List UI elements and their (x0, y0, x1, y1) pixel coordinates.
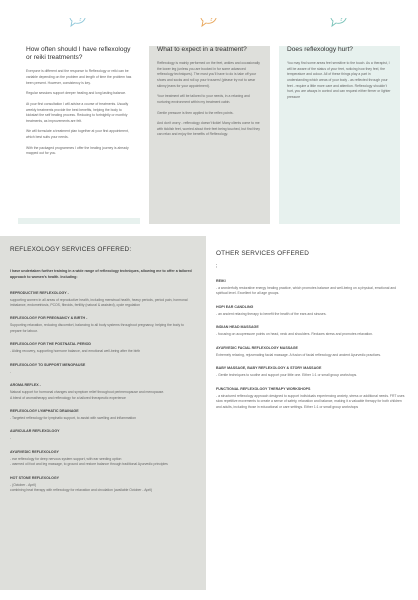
service-item (10, 476, 196, 488)
service-heading: REPRODUCTIVE REFLEXOLOGY - (10, 290, 69, 295)
card-icon-wrap (26, 14, 132, 46)
service-description: - Gentle techniques to soothe and support your little one. Either 1:1 or small group workshops. (216, 373, 358, 378)
section-title: OTHER SERVICES OFFERED (216, 250, 310, 257)
service-item (10, 342, 196, 354)
service-item (216, 305, 408, 317)
card-paragraph: Everyone is different and the response to Reflexology or reiki can be variable depending on the problem and length of time the problem has been present. However, consistency is key. (26, 69, 132, 85)
service-description: - a structured reflexology approach designed to support individuals experiencing anxiety, stress or additional needs. FRT uses slow repetitive movements to create a sense of safety, relaxation and balance, making it a valuable therapy for both children and adults, including those in educational or care settings. Either 1:1 or small group workshops (216, 393, 405, 409)
service-item (10, 383, 196, 395)
service-description: - an ancient relaxing therapy to benefit the health of the ears and sinuses. (216, 311, 327, 316)
svg-text:?: ? (338, 14, 343, 23)
service-item (10, 450, 196, 462)
service-item (216, 279, 408, 297)
service-heading: HOT STONE REFLEXOLOGY (10, 475, 60, 480)
service-description: - a wonderfully restorative energy healing practice, which promotes balance and well-being on a physical, emotional and spiritual level. Excellent for all age groups. (216, 286, 396, 296)
service-heading: AURICULAR REFLEXOLOGY (10, 429, 60, 434)
service-description: - (10, 369, 12, 374)
card-title: How often should I have reflexology or reiki treatments? (26, 46, 131, 62)
service-item (10, 363, 196, 375)
service-heading: REFLEXOLOGY LYMPHATIC DRAINAGE (10, 409, 79, 413)
service-description: combining heat therapy with reflexology for relaxation and circulation (available October - April) (10, 488, 153, 493)
service-heading: REIKI (216, 279, 226, 283)
service-description: - Targeted reflexology for lymphatic support, to assist with swelling and inflammation (10, 416, 137, 420)
service-description: Natural support for hormonal changes and symptom relief throughout perimenopause and menopause. (10, 390, 165, 395)
card-paragraph: Regular sessions support deeper healing and long lasting balance. (26, 91, 127, 96)
card-paragraph: With the packaged programmes I offer the healing journey is already mapped out for you. (26, 145, 129, 156)
card-paragraph: And don't worry - reflexology doesn't tickle! Many clients come to me with ticklish feet, worried about their feet being touched, but find they can relax and enjoy the benefits of Reflexology. (157, 121, 260, 137)
service-description: - (10, 436, 12, 441)
card-icon-wrap (149, 14, 270, 46)
service-description: Supporting relaxation, reducing discomfort, balancing to all body systems throughout pregnancy, helping the body to prepare for labour. (10, 323, 184, 333)
card-paragraph: Gentle pressure is then applied to the reflex points. (157, 110, 234, 115)
service-heading: REFLEXOLOGY FOR THE POSTNATAL PERIOD (10, 342, 91, 347)
section-intro: I have undertaken further training in a wide range of reflexology techniques, allowing me to offer a tailored approach to women's health. Including: (10, 269, 192, 279)
section-title: REFLEXOLOGY SERVICES OFFERED: (10, 246, 132, 253)
card-paragraph: Your treatment will be tailored to your needs, in a relaxing and nurturing environment within my treatment cabin. (157, 94, 250, 104)
service-description: - ear reflexology for deep nervous system support, with ear seeding option (10, 456, 122, 461)
service-description: - Aiding recovery, supporting hormone balance, and emotional well-being after the birth (10, 349, 141, 354)
service-heading: FUNCTIONAL REFLEXOLOGY THERAPY WORKSHOPS (216, 386, 311, 391)
services-list (10, 291, 196, 494)
service-heading: AYURVEDIC FACIAL REFLEXOLOGY MASSAGE (216, 345, 298, 350)
service-item (10, 396, 196, 401)
reflexology-services-section (0, 236, 206, 590)
section-separator: ; (216, 263, 218, 269)
service-item (10, 409, 196, 421)
service-heading: HOPI EAR CANDLING (216, 304, 254, 309)
service-item (216, 387, 408, 410)
card-title: What to expect in a treatment? (157, 46, 247, 53)
service-item (10, 316, 196, 334)
service-description: - focusing on acupressure points on head, neck and shoulders. Reduces stress and promotes relaxation. (216, 332, 374, 337)
svg-text:?: ? (78, 14, 83, 23)
service-item (10, 291, 196, 309)
service-description: supporting women in all areas of reproductive health, including menstrual health, heavy periods, period pain, hormonal imbalance, endometriosis, PCOS, fibroids, fertility (natural & assisted), cycle regulation (10, 297, 188, 307)
service-description: - (October - April) (10, 482, 36, 487)
other-services-section (206, 236, 418, 590)
service-item (216, 366, 408, 378)
service-item (10, 429, 196, 441)
card-title: Does reflexology hurt? (287, 46, 353, 53)
card-paragraph: We will formulate a treatment plan together at your first appointment, which best suits your needs. (26, 129, 129, 139)
faq-card-frequency (18, 14, 140, 224)
svg-text:?: ? (208, 14, 213, 23)
card-paragraph: At your first consultation I will advise a course of treatments. Usually weekly treatments provide the best benefits, helping the body to kickstart the self healing process. Reducing to fortnightly or monthly treatments, as improvements are felt. (26, 101, 129, 123)
question-bubble-icon (328, 14, 352, 30)
service-heading: BABY MASSAGE, BABY REFLEXOLOGY & STORY MASSAGE (216, 366, 322, 371)
faq-card-hurt (279, 14, 400, 224)
card-paragraph: Reflexology is mainly performed on the feet, ankles and occasionally the lower leg (unless you are booked in for some advanced reflexology techniques). The most you'll have to do is take off your shoes and socks and roll up your trousers! (please try not to wear skinny jeans for your appointment). (157, 61, 260, 88)
service-item (216, 346, 408, 358)
question-bubble-icon (67, 14, 91, 30)
service-heading: INDIAN HEAD MASSAGE (216, 325, 259, 330)
faq-card-expect (149, 14, 270, 224)
service-item (10, 462, 196, 467)
service-heading: AYURVEDIC REFLEXOLOGY (10, 449, 59, 454)
other-services-list (216, 279, 408, 410)
service-description: Extremely relaxing, rejuvenating facial massage. A fusion of facial reflexology and ancient Ayurvedic practices. (216, 352, 382, 357)
card-paragraph: You may find some areas feel sensitive to the touch. As a therapist, I will be aware of the status of your feet, noticing how they feel, the temperature and colour. All of these things play a part in understanding which areas of your body - as reflected through your feet - require a little more care and attention. Reflexology shouldn't hurt, you are always in control and can request either firmer or lighter pressure (287, 61, 391, 99)
service-item (216, 325, 408, 337)
question-bubble-icon (198, 14, 222, 30)
service-description: A blend of aromatherapy and reflexology for a tailored therapeutic experience (10, 395, 126, 400)
service-item (10, 488, 196, 493)
service-heading: REFLEXOLOGY FOR PREGNANCY & BIRTH - (10, 316, 88, 321)
service-heading: AROMA REFLEX - (10, 383, 41, 388)
card-icon-wrap (279, 14, 400, 46)
service-heading: REFLEXOLOGY TO SUPPORT MENOPAUSE (10, 362, 86, 367)
service-description: - warmed oil foot and leg massage, to ground and restore balance through traditional Ayurvedic principles (10, 462, 168, 467)
